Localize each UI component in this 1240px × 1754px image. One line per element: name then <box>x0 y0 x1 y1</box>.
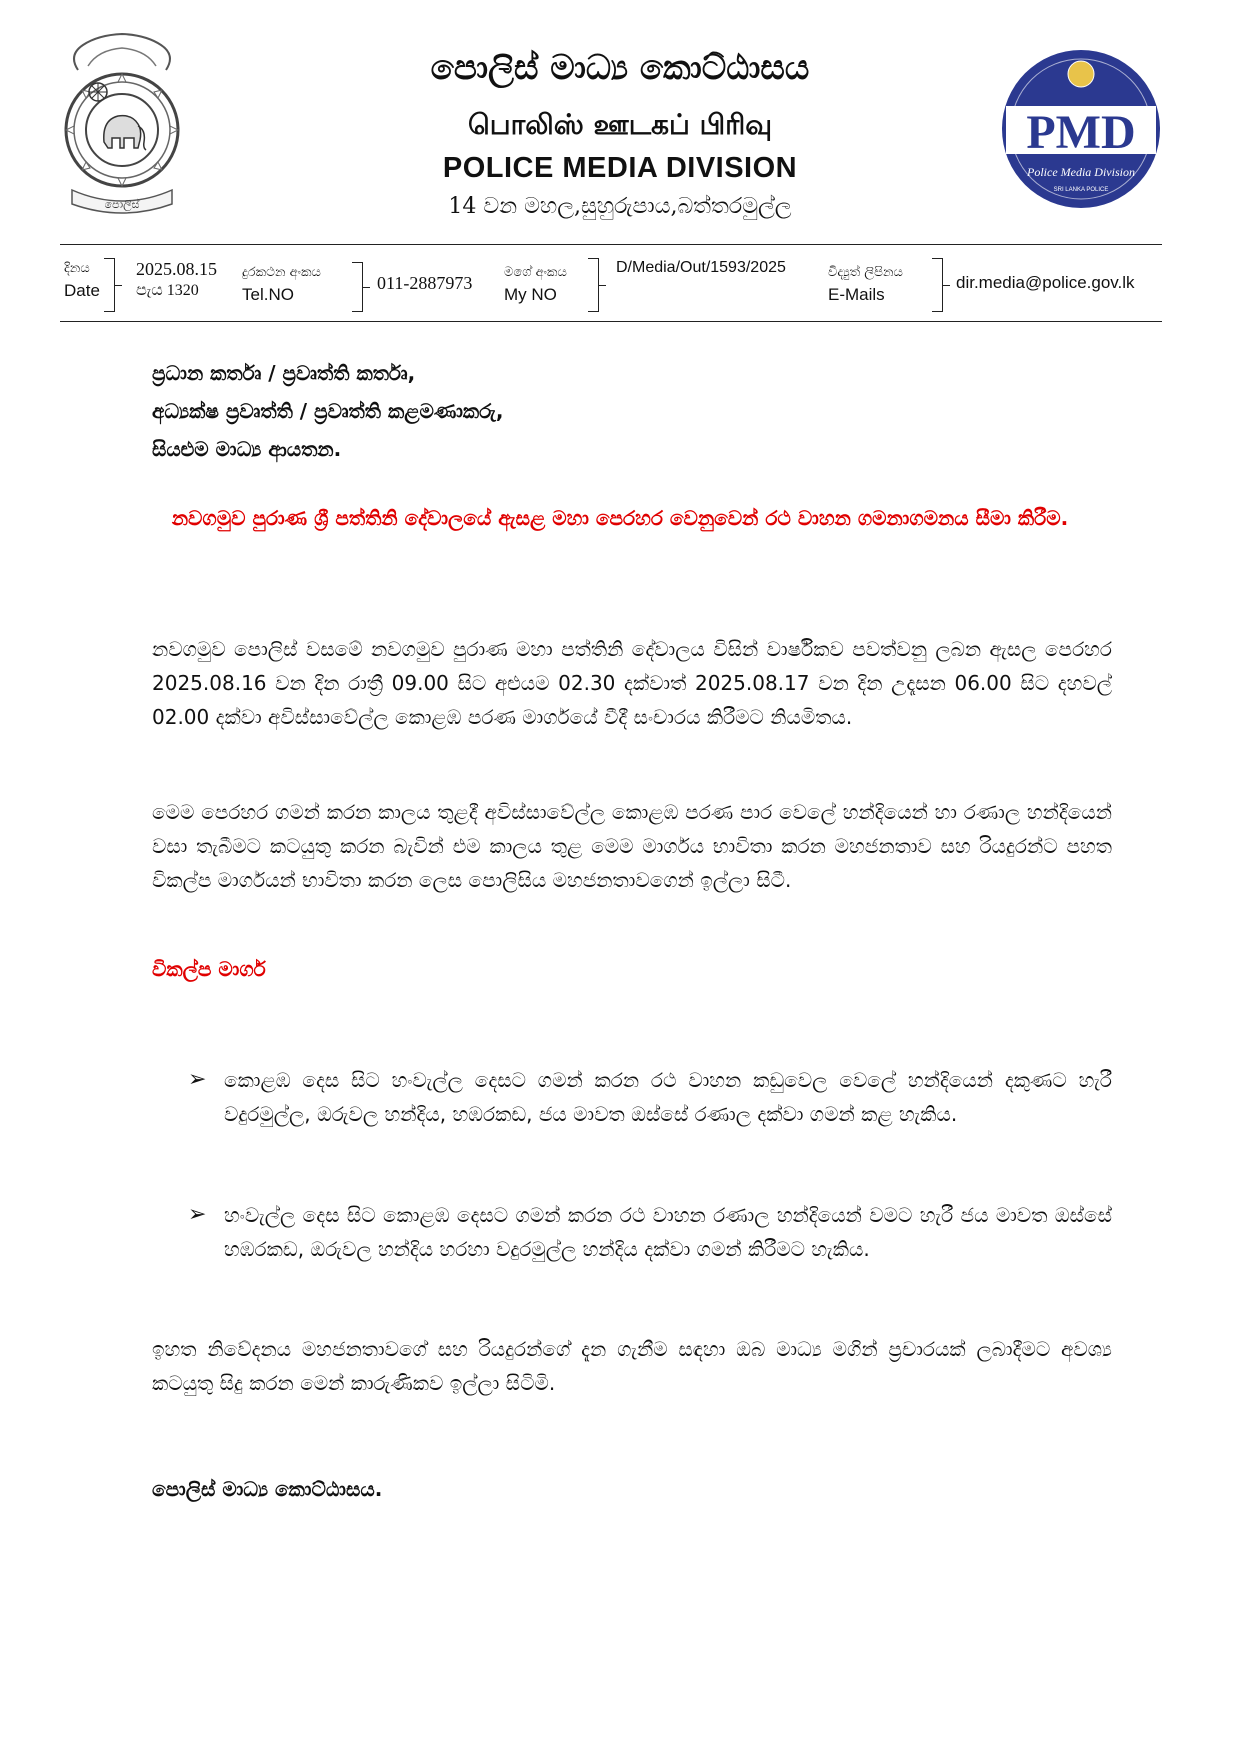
email-label-english: E-Mails <box>828 285 885 304</box>
paragraph-2: මෙම පෙරහර ගමන් කරන කාලය තුළදී අවිස්සාවේල්ල කොළඹ පරණ පාර වෙලේ හන්දියෙන් හා රණාල හන්දියෙන් වසා තැබීමට කටයුතු කරන බැවින් එම කාලය තුළ මෙම මාර්ගය භාවිතා කරන මහජනතාව සහ රියදුරන්ට පහත විකල්ප මාර්ගයන් භාවිතා කරන ලෙස පොලිසිය මහජනතාවගෙන් ඉල්ලා සිටී. <box>152 800 1112 892</box>
date-label-english: Date <box>64 281 100 300</box>
myno-label-sinhala: මගේ අංකය <box>504 265 567 280</box>
arrow-bullet-icon: ➢ <box>188 1067 207 1092</box>
ref-myno-value-wrap <box>616 257 786 279</box>
ref-email-value-wrap <box>956 272 1135 294</box>
tel-label-english: Tel.NO <box>242 285 294 304</box>
pmd-logo-ring-text: Police Media Division <box>1027 165 1135 179</box>
emblem-caption: පොලිස් <box>104 198 140 211</box>
paragraph-1: නවගමුව පොලිස් වසමේ නවගමුව පුරාණ මහා පත්තිනි දේවාලය විසින් වාර්ෂිකව පවත්වනු ලබන ඇසල පෙරහර 2025.08.16 වන දින රාත්‍රී 09.00 සිට අළුයම 02.30 දක්වාත් 2025.08.17 වන දින උදෑසන 06.00 සිට දහවල් 02.00 දක්වා අවිස්සාවේල්ල කොළඹ පරණ මාර්ගයේ වීදී සංචාරය කිරීමට නියමිතය. <box>152 637 1112 729</box>
alt-route-item <box>188 1198 1112 1266</box>
myno-value: D/Media/Out/1593/2025 <box>616 259 786 276</box>
date-label-sinhala: දිනය <box>64 261 90 276</box>
ref-tel-labels <box>242 262 321 306</box>
header-title-sinhala: පොලිස් මාධ්‍ය කොට්ඨාසය <box>430 48 810 88</box>
tel-brace <box>352 262 363 312</box>
tel-value: 011-2887973 <box>377 273 473 293</box>
ref-myno-labels <box>504 262 567 306</box>
alt-route-text: කොළඹ දෙස සිට හංවැල්ල දෙසට ගමන් කරන රථ වාහන කඩුවෙල වෙලේ හන්දියෙන් දකුණට හැරී වදුරමුල්ල, ඔරුවල හන්දිය, හඹරකඩ, ජය මාවත ඔස්සේ රණාල දක්වා ගමන් කළ හැකිය. <box>224 1068 1112 1126</box>
signature: පොලිස් මාධ්‍ය කොට්ඨාසය. <box>152 1477 383 1501</box>
header-address: 14 වන මහල,සුහුරුපාය,බත්තරමුල්ල <box>448 194 792 219</box>
ref-email-labels <box>828 262 903 306</box>
addressee-block <box>152 354 503 468</box>
header-title-english: POLICE MEDIA DIVISION <box>442 152 798 184</box>
time-value: පැය 1320 <box>136 282 199 299</box>
addressee-line: අධ්‍යක්ෂ ප්‍රවෘත්ති / ප්‍රවෘත්ති කළමණාකරු, <box>152 399 504 423</box>
addressee-line: සියළුම මාධ්‍ය ආයතන. <box>152 437 342 461</box>
email-value[interactable]: dir.media@police.gov.lk <box>956 273 1135 292</box>
header-rule-bottom <box>60 321 1162 322</box>
alt-routes-heading: විකල්ප මාර්ග <box>152 957 266 981</box>
police-emblem-logo <box>58 30 186 220</box>
alt-route-item <box>188 1063 1112 1131</box>
pmd-logo-subtext: SRI LANKA POLICE <box>1053 187 1109 193</box>
arrow-bullet-icon: ➢ <box>188 1202 207 1227</box>
date-value: 2025.08.15 <box>136 259 217 279</box>
pmd-logo-text: PMD <box>1026 106 1136 159</box>
notice-title: නවගමුව පුරාණ ශ්‍රී පත්තිනි දේවාලයේ ඇසළ මහා පෙරහර වෙනුවෙන් රථ වාහන ගමනාගමනය සීමා කිරීම. <box>171 506 1069 530</box>
alt-route-text: හංවැල්ල දෙස සිට කොළඹ දෙසට ගමන් කරන රථ වාහන රණාල හන්දියෙන් වමට හැරී ජය මාවත ඔස්සේ හඹරකඩ, ඔරුවල හන්දිය හරහා වදුරමුල්ල හන්දිය දක්වා ගමන් කිරීමට හැකිය. <box>224 1203 1112 1261</box>
ref-tel-value-wrap <box>377 272 472 294</box>
ref-date-values <box>136 258 217 302</box>
addressee-line: ප්‍රධාන කර්තෘ / ප්‍රවෘත්ති කර්තෘ, <box>152 361 416 385</box>
email-label-sinhala: විද්‍යුත් ලිපිනය <box>828 265 903 280</box>
header-title-tamil: பொலிஸ் ஊடகப் பிரிவு <box>467 108 773 141</box>
header-rule-top <box>60 244 1162 245</box>
paragraph-3: ඉහත නිවේදනය මහජනතාවගේ සහ රියදුරන්ගේ දැන ගැනීම සඳහා ඔබ මාධ්‍ය මගින් ප්‍රචාරයක් ලබාදීමට අවශ්‍ය කටයුතු සිදු කරන මෙන් කාරුණිකව ඉල්ලා සිටිමි. <box>152 1337 1112 1395</box>
pmd-logo <box>1000 48 1162 210</box>
myno-label-english: My NO <box>504 285 557 304</box>
email-brace <box>932 258 943 312</box>
ref-date-labels <box>64 258 100 302</box>
tel-label-sinhala: දුරකථන අංකය <box>242 265 321 280</box>
date-brace <box>104 258 115 312</box>
myno-brace <box>588 258 599 312</box>
